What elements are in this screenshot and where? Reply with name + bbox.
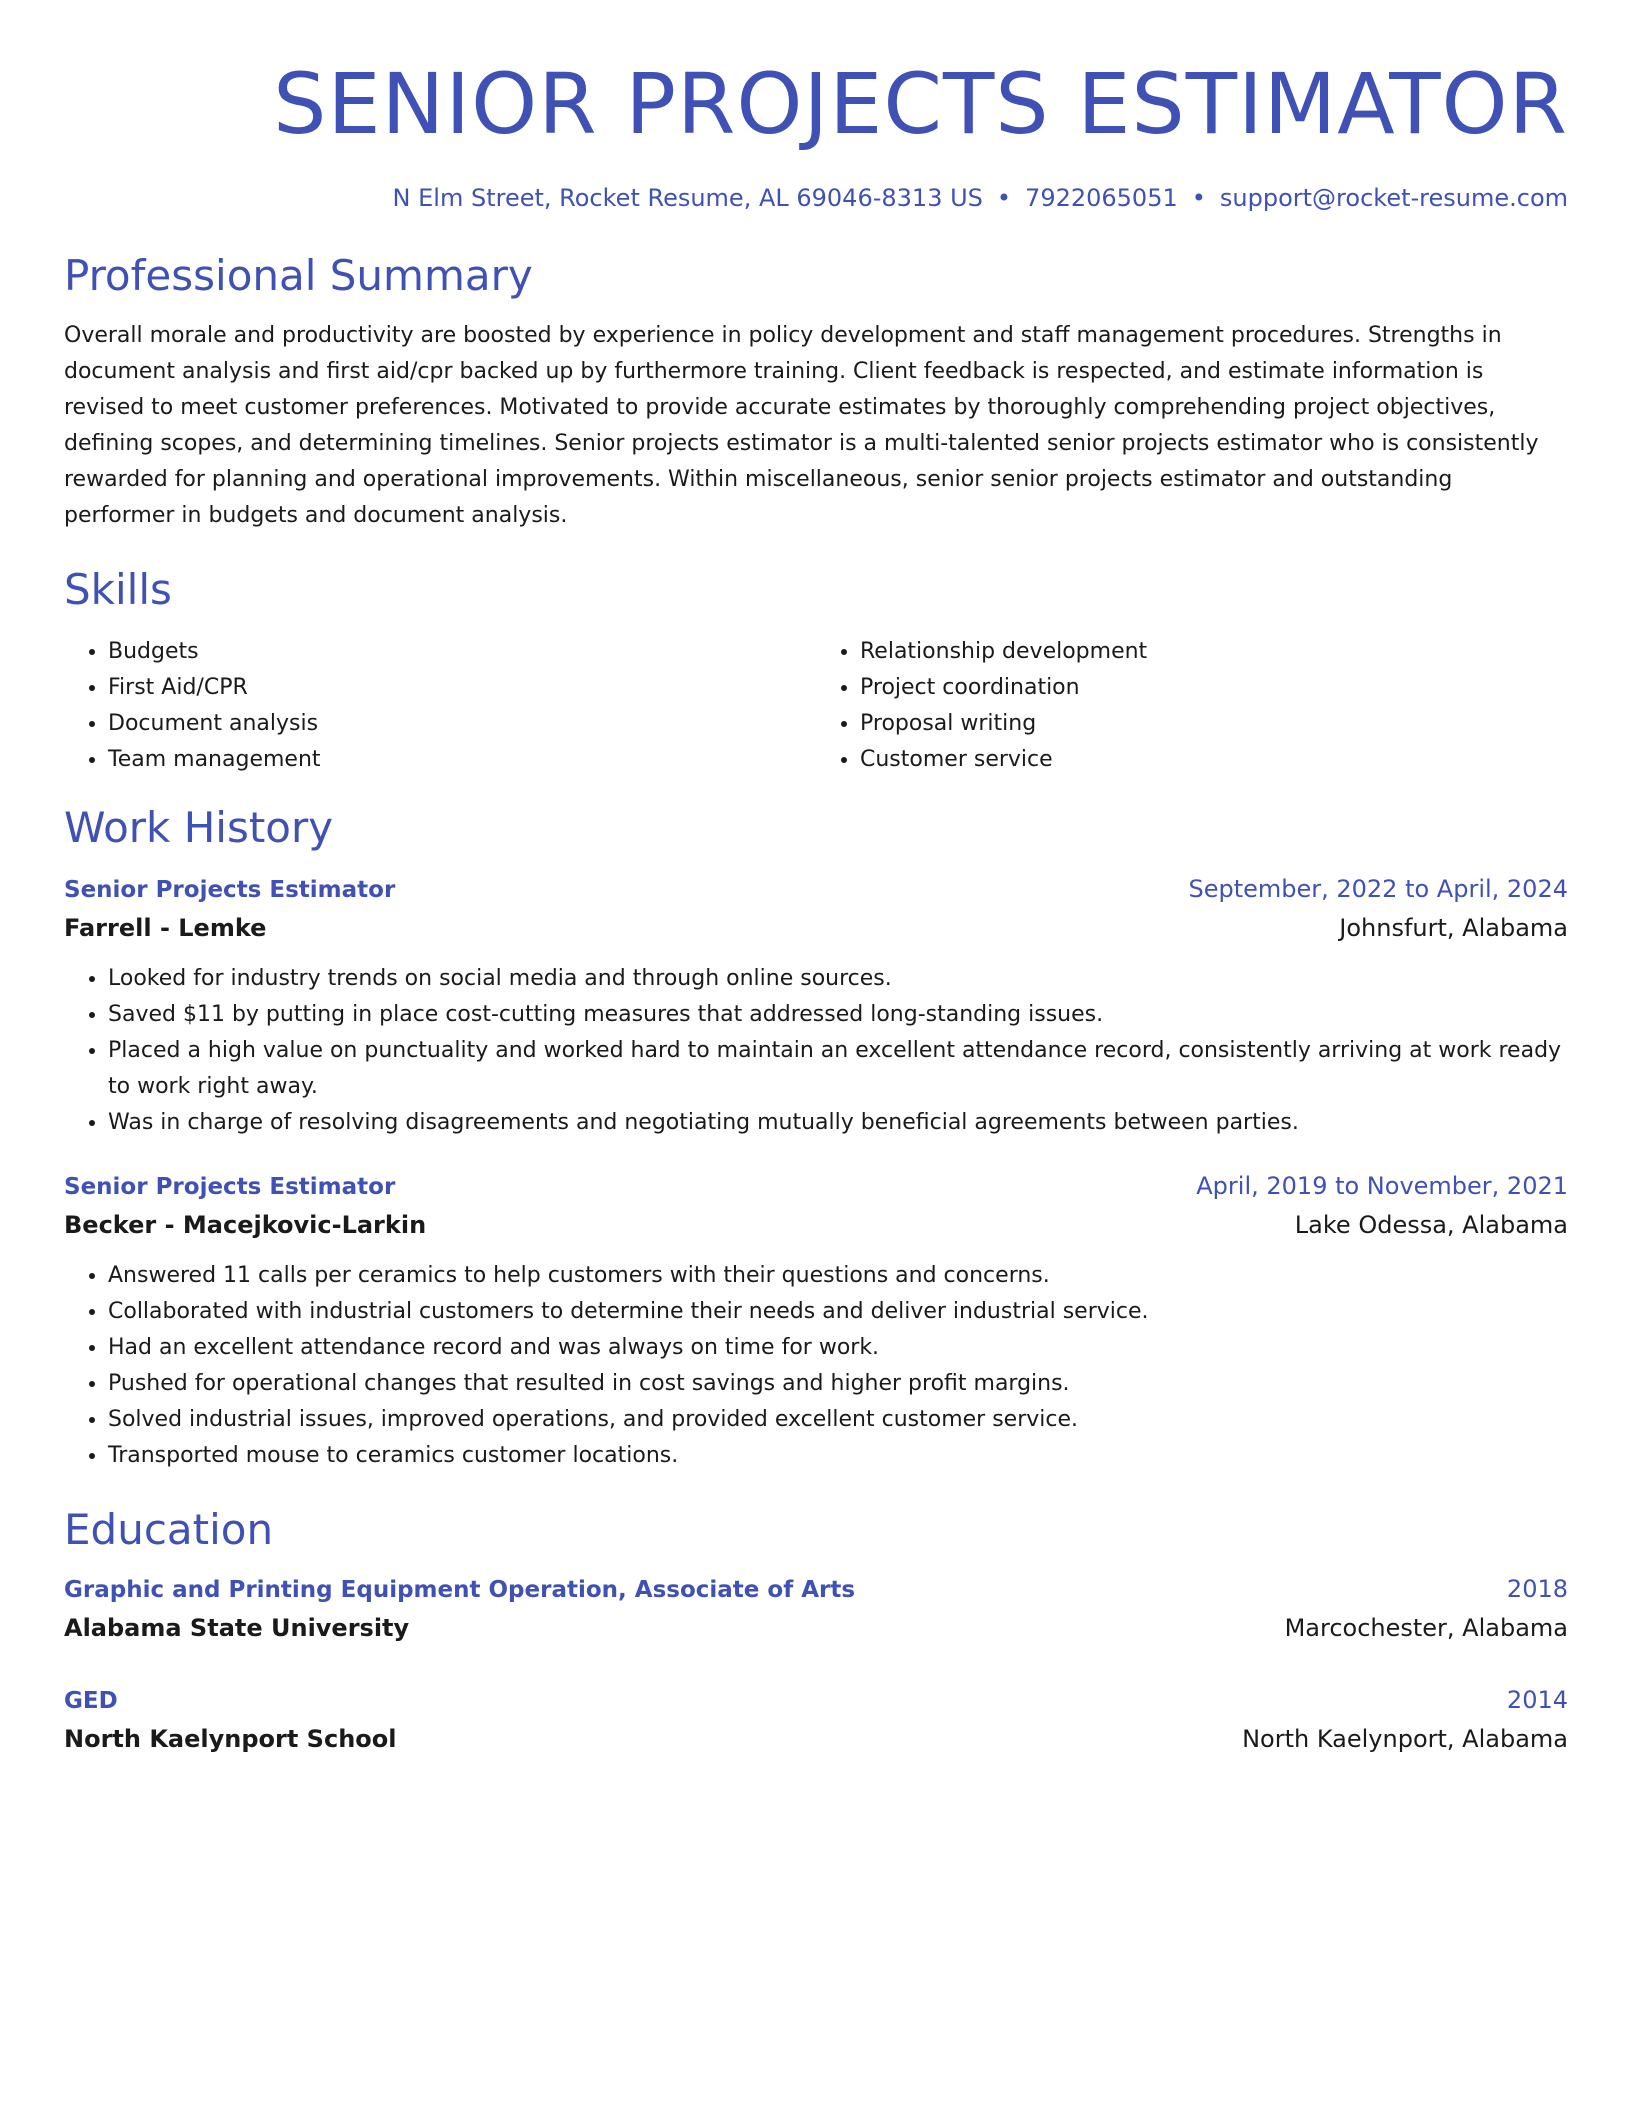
job-entry [64,1167,1568,1474]
education-year: 2018 [1506,1575,1568,1603]
skill-item: • Customer service [860,742,1568,778]
job-bullet: • Answered 11 calls per ceramics to help customers with their questions and concerns. [108,1258,1568,1294]
job-entry [64,870,1568,1141]
contact-address: N Elm Street, Rocket Resume, AL 69046-8313 US [392,184,983,212]
skill-item: • First Aid/CPR [108,670,816,706]
job-bullet: • Was in charge of resolving disagreements and negotiating mutually beneficial agreements between parties. [108,1105,1568,1141]
job-bullets [64,1258,1568,1474]
skills-list [64,634,1568,778]
job-bullet: • Pushed for operational changes that resulted in cost savings and higher profit margins. [108,1366,1568,1402]
education-location: Marcochester, Alabama [1284,1614,1568,1642]
skill-item: • Document analysis [108,706,816,742]
separator-dot: • [996,184,1012,212]
job-dates: April, 2019 to November, 2021 [1196,1172,1568,1200]
separator-dot: • [1191,184,1206,212]
education-school: North Kaelynport School [64,1725,397,1753]
skill-item: • Proposal writing [860,706,1568,742]
education-degree: Graphic and Printing Equipment Operation, Associate of Arts [64,1577,856,1603]
summary-heading: Professional Summary [64,251,533,300]
summary-text: Overall morale and productivity are boosted by experience in policy development and staff management procedures. Strengths in document analysis and first aid/cpr backed up by furthermore training. Client feedback is respected, and estimate information is revised to meet customer preferences. Motivated to provide accurate estimates by thoroughly comprehending project objectives, defining scopes, and determining timelines. Senior projects estimator is a multi-talented senior projects estimator who is consistently rewarded for planning and operational improvements. Within miscellaneous, senior senior projects estimator and outstanding performer in budgets and document analysis. [64,323,1539,528]
job-company-row [64,909,1568,947]
job-bullet: • Placed a high value on punctuality and worked hard to maintain an excellent attendance record, consistently arriving at work ready to work right away. [108,1033,1568,1105]
job-bullet: • Collaborated with industrial customers to determine their needs and deliver industrial service. [108,1294,1568,1330]
job-bullet: • Solved industrial issues, improved operations, and provided excellent customer service. [108,1402,1568,1438]
education-school: Alabama State University [64,1614,410,1642]
contact-email: support@rocket-resume.com [1219,184,1568,212]
skill-item: • Relationship development [860,634,1568,670]
skills-column-right [816,634,1568,778]
job-company-row [64,1206,1568,1244]
job-company: Farrell - Lemke [64,914,267,942]
education-school-row [64,1609,1568,1647]
job-bullet: • Transported mouse to ceramics customer locations. [108,1438,1568,1474]
job-bullets [64,961,1568,1141]
skill-item: • Budgets [108,634,816,670]
contact-phone: 7922065051 [1025,184,1178,212]
education-school-row [64,1720,1568,1758]
skill-item: • Project coordination [860,670,1568,706]
work-history-heading: Work History [64,803,334,852]
job-bullet: • Had an excellent attendance record and was always on time for work. [108,1330,1568,1366]
job-location: Johnsfurt, Alabama [1339,914,1568,942]
skills-column-left [64,634,816,778]
education-entry [64,1570,1568,1647]
job-header-row [64,870,1568,909]
education-year: 2014 [1506,1686,1568,1714]
education-degree: GED [64,1688,118,1714]
job-dates: September, 2022 to April, 2024 [1188,875,1568,903]
skill-item: • Team management [108,742,816,778]
job-company: Becker - Macejkovic-Larkin [64,1211,427,1239]
education-heading: Education [64,1505,274,1554]
education-header-row [64,1570,1568,1609]
education-location: North Kaelynport, Alabama [1242,1725,1568,1753]
job-header-row [64,1167,1568,1206]
skills-heading: Skills [64,565,172,614]
job-bullet: • Looked for industry trends on social media and through online sources. [108,961,1568,997]
job-role: Senior Projects Estimator [64,877,396,903]
education-entry [64,1681,1568,1758]
contact-line [64,184,1568,212]
resume-title: SENIOR PROJECTS ESTIMATOR [273,55,1568,153]
education-header-row [64,1681,1568,1720]
job-role: Senior Projects Estimator [64,1174,396,1200]
job-location: Lake Odessa, Alabama [1294,1211,1568,1239]
job-bullet: • Saved $11 by putting in place cost-cutting measures that addressed long-standing issues. [108,997,1568,1033]
